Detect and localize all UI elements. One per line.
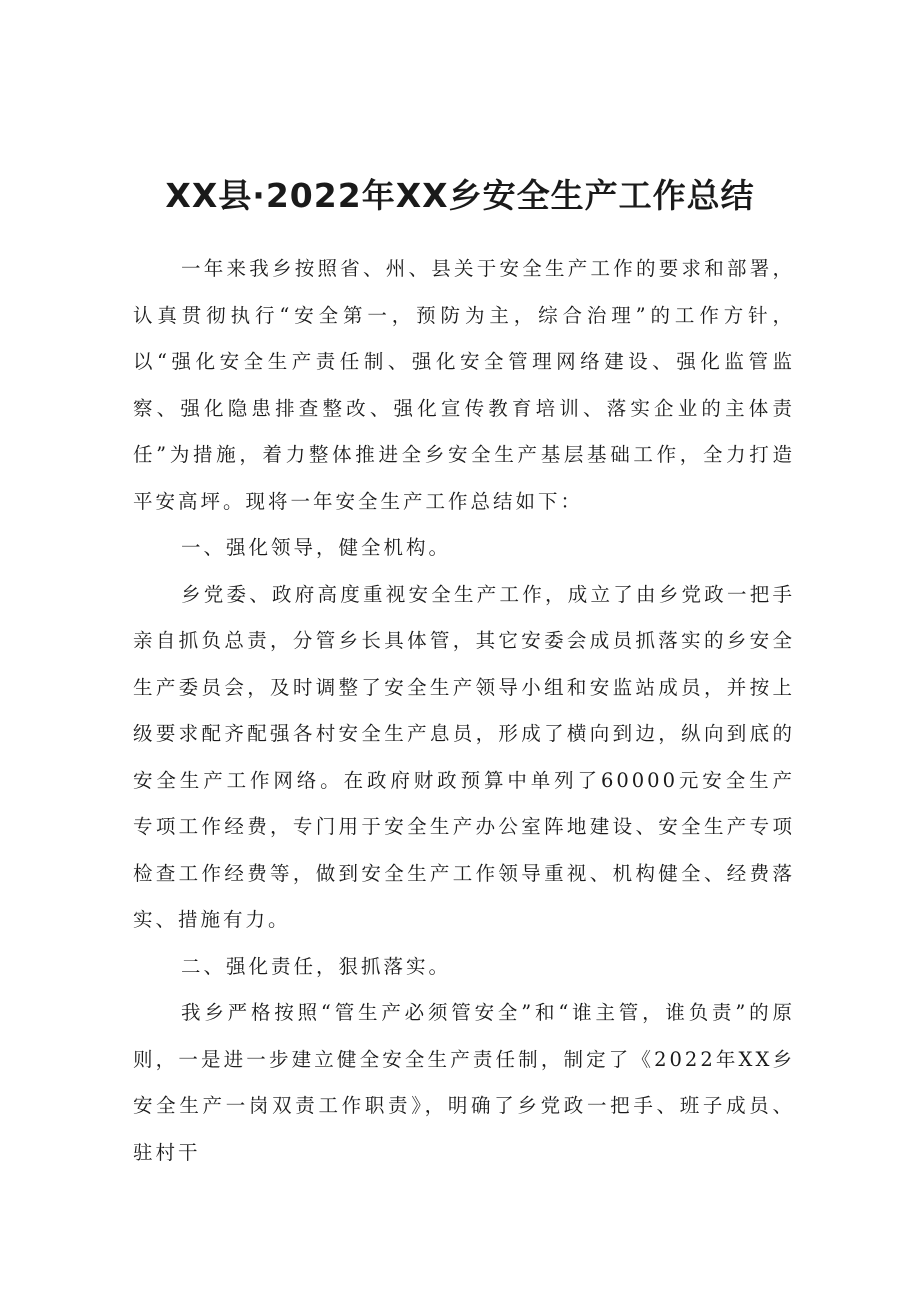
section-heading-2: 二、强化责任，狠抓落实。 bbox=[181, 954, 452, 978]
document-body bbox=[133, 246, 795, 1176]
section-1-paragraph: 乡党委、政府高度重视安全生产工作，成立了由乡党政一把手亲自抓负总责，分管乡长具体管，其它安委会成员抓落实的乡安全生产委员会，及时调整了安全生产领导小组和安监站成员，并按上级要求配齐配强各村安全生产息员，形成了横向到边，纵向到底的安全生产工作网络。在政府财政预算中单列了60000元安全生产专项工作经费，专门用于安全生产办公室阵地建设、安全生产专项检查工作经费等，做到安全生产工作领导重视、机构健全、经费落实、措施有力。 bbox=[133, 582, 795, 931]
intro-paragraph: 一年来我乡按照省、州、县关于安全生产工作的要求和部署，认真贯彻执行“安全第一，预防为主，综合治理”的工作方针，以“强化安全生产责任制、强化安全管理网络建设、强化监管监察、强化隐患排查整改、强化宣传教育培训、落实企业的主体责任”为措施，着力整体推进全乡安全生产基层基础工作，全力打造平安高坪。现将一年安全生产工作总结如下： bbox=[133, 257, 795, 513]
section-2-paragraph: 我乡严格按照“管生产必须管安全”和“谁主管，谁负责”的原则，一是进一步建立健全安全生产责任制，制定了《2022年XX乡安全生产一岗双责工作职责》，明确了乡党政一把手、班子成员、驻村干 bbox=[133, 1001, 795, 1164]
document-title: XX县·2022年XX乡安全生产工作总结 bbox=[165, 176, 755, 215]
section-heading-1: 一、强化领导，健全机构。 bbox=[181, 536, 452, 559]
